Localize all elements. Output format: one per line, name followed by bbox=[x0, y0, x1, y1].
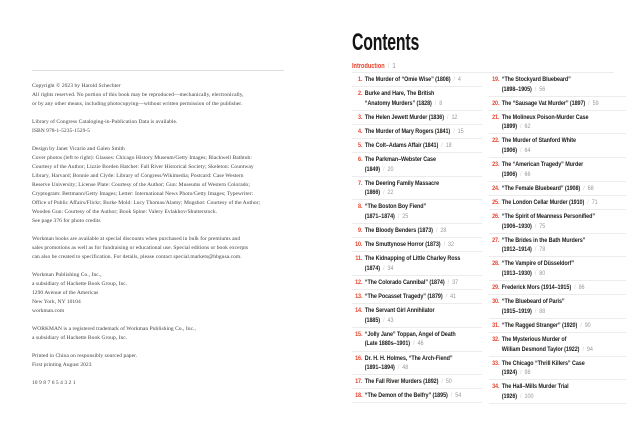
toc-entry bbox=[352, 252, 482, 276]
toc-entry-number: 32. bbox=[492, 335, 500, 343]
toc-column-left bbox=[352, 73, 482, 404]
toc-entry bbox=[489, 196, 626, 210]
copyright-line: can also be created to specification. For details, please contact special.markets@hbgusa.com. bbox=[32, 254, 242, 260]
toc-entry-page-number: 75 bbox=[539, 222, 546, 230]
toc-entry-page-number: 22 bbox=[387, 189, 394, 197]
toc-entry-slash: / bbox=[445, 113, 450, 121]
toc-entry bbox=[489, 295, 626, 319]
toc-entry-page-number: 28 bbox=[440, 227, 447, 235]
toc-entry-page-number: 20 bbox=[387, 165, 394, 173]
copyright-line: Printed in China on responsibly sourced paper. bbox=[32, 353, 138, 359]
toc-entry bbox=[352, 224, 482, 238]
toc-entry-slash: / bbox=[381, 165, 386, 173]
toc-entry-title: “The Ragged Stranger” (1920) / 90 bbox=[501, 321, 591, 329]
toc-entry-slash: / bbox=[578, 321, 584, 329]
toc-entry-page-number: 86 bbox=[578, 284, 585, 292]
divider-rule bbox=[32, 70, 284, 71]
toc-entry-page-number: 78 bbox=[539, 246, 546, 254]
toc-entry bbox=[489, 281, 626, 295]
toc-entry-title: The Hall–Mills Murder Trial (1926) / 100 bbox=[501, 383, 569, 400]
copyright-line: Copyright © 2023 by Harold Schechter bbox=[32, 83, 121, 89]
toc-entry-number: 15. bbox=[355, 330, 363, 338]
toc-entry-page-number: 25 bbox=[402, 213, 409, 221]
toc-entry-number: 3. bbox=[358, 113, 363, 121]
toc-entry-title: The Kidnapping of Little Charley Ross (1874) / 34 bbox=[364, 255, 461, 272]
toc-entry-title: “The Stockyard Bluebeard” (1898–1905) / 56 bbox=[501, 76, 571, 93]
toc-columns bbox=[352, 73, 614, 404]
toc-entry-slash: / bbox=[518, 123, 523, 131]
toc-entry-title: Frederick Mors (1914–1915) / 86 bbox=[501, 284, 585, 292]
toc-entry-page-number: 18 bbox=[445, 141, 452, 149]
toc-entry-title: The Murder of “Omie Wise” (1808) / 4 bbox=[364, 76, 461, 83]
copyright-line: Workman books are available at special discounts when purchased in bulk for premiums and bbox=[32, 236, 241, 242]
copyright-line: New York, NY 10104 bbox=[32, 299, 81, 305]
copyright-line: Library of Congress Cataloging-in-Publication Data is available. bbox=[32, 119, 178, 125]
toc-entry-number: 11. bbox=[355, 255, 363, 263]
copyright-line bbox=[32, 136, 284, 145]
copyright-line bbox=[32, 226, 284, 235]
toc-entry-slash: / bbox=[434, 227, 439, 235]
toc-entry-slash: / bbox=[411, 340, 416, 348]
toc-entry-page-number: 37 bbox=[452, 279, 458, 286]
toc-entry-number: 25. bbox=[492, 198, 500, 206]
toc-entry-page-number: 80 bbox=[539, 270, 546, 277]
copyright-line: Courtesy of the Author; Lizzie Borden Hatchet: Fall River Historical Society; Skeleton: Countway bbox=[32, 164, 254, 170]
toc-entry-number: 5. bbox=[358, 141, 363, 149]
toc-entry-page-number: 34 bbox=[387, 264, 394, 272]
toc-entry bbox=[352, 200, 482, 224]
copyright-line: sales promotions as well as for fundraising or educational use. Special editions or book excerpts bbox=[32, 245, 249, 251]
toc-entry-page-number: 94 bbox=[586, 345, 593, 353]
toc-entry-number: 7. bbox=[358, 179, 363, 187]
toc-entry-slash: / bbox=[433, 99, 438, 107]
toc-entry-slash: / bbox=[442, 241, 447, 249]
toc-entry-slash: / bbox=[396, 364, 401, 372]
toc-entry bbox=[489, 380, 626, 404]
toc-entry bbox=[352, 177, 482, 201]
toc-entry-slash: / bbox=[533, 246, 538, 254]
toc-entry bbox=[489, 73, 626, 97]
toc-entry-title: The Smuttynose Horror (1873) / 32 bbox=[364, 241, 454, 249]
toc-entry-page-number: 8 bbox=[439, 99, 443, 107]
toc-entry-number: 10. bbox=[355, 241, 363, 249]
copyright-line bbox=[32, 343, 284, 352]
toc-entry-title: Dr. H. H. Holmes, “The Arch-Fiend” (1891–1894) / 48 bbox=[364, 354, 453, 372]
copyright-line: 1290 Avenue of the Americas bbox=[32, 290, 99, 296]
toc-entry-slash: / bbox=[439, 141, 445, 149]
copyright-line: Cryptogram: Bettmann/Getty Images; Letter: International News Photo/Getty Images; Typewriter: bbox=[32, 191, 254, 197]
toc-entry-slash: / bbox=[533, 222, 538, 230]
toc-entry bbox=[489, 357, 626, 381]
table-of-contents bbox=[352, 62, 614, 404]
toc-entry-number: 24. bbox=[492, 184, 500, 192]
toc-entry-number: 22. bbox=[492, 137, 500, 145]
toc-entry-page-number: 68 bbox=[587, 184, 594, 192]
toc-entry-number: 27. bbox=[492, 236, 500, 244]
toc-entry-title: Burke and Hare, The British “Anatomy Murders” (1828) / 8 bbox=[364, 90, 443, 107]
copyright-line: WORKMAN is a registered trademark of Workman Publishing Co., Inc., bbox=[32, 326, 196, 332]
copyright-line: Office of Public Affairs/Flickr; Burke Mold: Lucy Thomas/Alamy; Mugshot: Courtesy of the Author; bbox=[32, 200, 261, 206]
copyright-line: Library, Harvard; Bonnie and Clyde: Library of Congress/Wikimedia; Postcard: Case Western bbox=[32, 173, 244, 179]
toc-entry-number: 18. bbox=[355, 392, 363, 400]
copyright-line bbox=[32, 262, 284, 271]
copyright-line: 10 9 8 7 6 5 4 3 2 1 bbox=[32, 380, 76, 386]
toc-entry bbox=[489, 210, 626, 234]
toc-entry bbox=[352, 304, 482, 328]
toc-entry-slash: / bbox=[452, 76, 457, 83]
copyright-line: workman.com bbox=[32, 308, 65, 314]
toc-entry-page-number: 43 bbox=[387, 316, 394, 324]
toc-entry-slash: / bbox=[533, 270, 538, 277]
toc-entry-slash: / bbox=[381, 189, 386, 197]
toc-entry bbox=[489, 319, 626, 333]
toc-entry-slash: / bbox=[533, 307, 538, 315]
copyright-text-block bbox=[32, 82, 284, 388]
toc-entry-page-number: 41 bbox=[450, 293, 456, 301]
toc-entry-number: 21. bbox=[492, 113, 500, 121]
toc-entry-page-number: 56 bbox=[539, 85, 546, 93]
toc-entry-title: “The Vampire of Düsseldorf” (1913–1930) / 80 bbox=[501, 260, 574, 277]
toc-entry bbox=[489, 134, 626, 158]
toc-entry bbox=[352, 111, 482, 125]
toc-entry bbox=[352, 276, 482, 290]
toc-entry bbox=[489, 111, 626, 135]
toc-entry-slash: / bbox=[581, 345, 586, 353]
toc-entry bbox=[489, 333, 626, 357]
toc-entry-page-number: 46 bbox=[417, 340, 424, 348]
toc-entry-title: The “American Tragedy” Murder (1906) / 66 bbox=[501, 161, 584, 178]
toc-entry-number: 2. bbox=[358, 90, 363, 98]
toc-entry-slash: / bbox=[518, 369, 523, 377]
toc-entry bbox=[352, 139, 482, 153]
toc-entry-title: “The Demon of the Belfry” (1895) / 54 bbox=[364, 392, 462, 400]
toc-entry bbox=[352, 125, 482, 139]
toc-entry bbox=[352, 87, 482, 111]
toc-entry-title: “The Boston Boy Fiend” (1871–1874) / 25 bbox=[364, 203, 427, 221]
toc-entry-page-number: 50 bbox=[445, 378, 452, 386]
toc-entry-slash: / bbox=[439, 378, 445, 386]
toc-entry bbox=[352, 375, 482, 389]
toc-entry-slash: / bbox=[533, 85, 538, 93]
toc-entry-title: The Mysterious Murder of William Desmond Taylor (1922) / 94 bbox=[501, 335, 593, 353]
toc-entry bbox=[489, 234, 626, 258]
toc-entry-slash: / bbox=[581, 184, 587, 192]
toc-entry-number: 13. bbox=[355, 293, 363, 301]
toc-entry-title: “The Female Bluebeard” (1908) / 68 bbox=[501, 184, 594, 192]
copyright-line: See page 376 for photo credits bbox=[32, 218, 101, 224]
toc-entry-page-number: 88 bbox=[539, 307, 546, 315]
toc-entry bbox=[489, 257, 626, 281]
toc-entry bbox=[352, 328, 482, 352]
copyright-line: First printing August 2023 bbox=[32, 362, 92, 368]
toc-entry-number: 17. bbox=[355, 378, 363, 386]
toc-entry-page-number: 62 bbox=[524, 123, 531, 131]
toc-entry-title: The Murder of Stanford White (1906) / 64 bbox=[501, 137, 576, 155]
toc-entry-page-number: 66 bbox=[524, 170, 531, 178]
toc-entry-page-number: 4 bbox=[457, 76, 461, 83]
copyright-line: All rights reserved. No portion of this book may be reproduced—mechanically, electronically, bbox=[32, 92, 244, 98]
toc-entry-title: The Bloody Benders (1873) / 28 bbox=[364, 227, 447, 235]
toc-entry-title: “The Colorado Cannibal” (1874) / 37 bbox=[364, 279, 458, 286]
introduction-page-number: 1 bbox=[392, 63, 396, 70]
copyright-line: Cover photos (left to right): Glasses: Chicago History Museum/Getty Images; Blackwell Bathtub: bbox=[32, 155, 252, 161]
copyright-line bbox=[32, 370, 284, 379]
toc-entry-page-number: 71 bbox=[591, 198, 598, 206]
toc-entry-slash: / bbox=[585, 198, 591, 206]
toc-entry-slash: / bbox=[449, 392, 454, 400]
toc-entry-title: The Murder of Mary Rogers (1841) / 15 bbox=[364, 127, 464, 135]
toc-entry-title: The Parkman–Webster Case (1849) / 20 bbox=[364, 156, 436, 173]
toc-entry-number: 29. bbox=[492, 284, 500, 292]
toc-entry-number: 16. bbox=[355, 354, 363, 362]
toc-entry bbox=[489, 158, 626, 182]
toc-entry-number: 33. bbox=[492, 359, 500, 367]
copyright-page bbox=[32, 70, 284, 388]
toc-entry bbox=[352, 73, 482, 87]
toc-entry-slash: / bbox=[586, 99, 592, 107]
toc-entry-title: “The Pocasset Tragedy” (1879) / 41 bbox=[364, 293, 456, 301]
toc-entry-number: 9. bbox=[358, 227, 363, 235]
toc-entry bbox=[352, 153, 482, 177]
copyright-line bbox=[32, 109, 284, 118]
copyright-line: Reserve University; License Plate: Courtesy of the Author; Gun: Museums of Western Colorado; bbox=[32, 182, 250, 188]
toc-entry-title: The Servant Girl Annihilator (1885) / 43 bbox=[364, 307, 435, 324]
toc-entry-number: 8. bbox=[358, 203, 363, 211]
toc-entry-slash: / bbox=[446, 279, 451, 286]
toc-entry-slash: / bbox=[518, 147, 523, 155]
toc-entry-title: The Colt–Adams Affair (1841) / 18 bbox=[364, 141, 452, 149]
toc-entry bbox=[352, 389, 482, 403]
toc-introduction-row bbox=[352, 62, 614, 73]
toc-entry-title: The “Sausage Vat Murder” (1897) / 59 bbox=[501, 99, 599, 107]
toc-entry-number: 26. bbox=[492, 213, 500, 221]
toc-entry-number: 6. bbox=[358, 156, 363, 164]
toc-entry bbox=[352, 238, 482, 252]
toc-entry-slash: / bbox=[518, 392, 523, 400]
toc-entry-title: “The Brides in the Bath Murders” (1912–1914) / 78 bbox=[501, 236, 586, 254]
toc-entry-slash: / bbox=[396, 213, 401, 221]
toc-entry-page-number: 100 bbox=[524, 392, 534, 400]
toc-entry-slash: / bbox=[381, 316, 386, 324]
introduction-label: Introduction bbox=[352, 63, 385, 70]
toc-entry-slash: / bbox=[572, 284, 577, 292]
toc-entry-page-number: 15 bbox=[457, 127, 464, 135]
toc-entry-page-number: 54 bbox=[455, 392, 462, 400]
toc-entry-page-number: 48 bbox=[402, 364, 409, 372]
copyright-line bbox=[32, 316, 284, 325]
toc-entry-slash: / bbox=[518, 170, 523, 178]
toc-entry bbox=[489, 97, 626, 111]
toc-entry-number: 34. bbox=[492, 383, 500, 391]
copyright-line: Workman Publishing Co., Inc., bbox=[32, 272, 102, 278]
toc-entry-title: “The Spirit of Meanness Personified” (1906–1930) / 75 bbox=[501, 213, 596, 230]
toc-entry bbox=[489, 182, 626, 196]
toc-entry-number: 4. bbox=[358, 127, 363, 135]
toc-entry-page-number: 64 bbox=[524, 147, 531, 155]
toc-entry-slash: / bbox=[444, 293, 449, 301]
copyright-line: or by any other means, including photocopying—without written permission of the publisher. bbox=[32, 101, 243, 107]
introduction-slash: / bbox=[387, 63, 390, 70]
toc-entry-title: The Fall River Murders (1892) / 50 bbox=[364, 378, 452, 386]
toc-entry-title: The London Cellar Murder (1910) / 71 bbox=[501, 198, 598, 206]
toc-entry-number: 23. bbox=[492, 161, 500, 169]
toc-entry bbox=[352, 352, 482, 376]
copyright-line: a subsidiary of Hachette Book Group, Inc. bbox=[32, 281, 128, 287]
toc-column-right bbox=[482, 73, 626, 404]
toc-entry-title: The Chicago “Thrill Killers” Case (1924) / 98 bbox=[501, 359, 585, 377]
toc-entry-number: 20. bbox=[492, 99, 500, 107]
copyright-line: Design by Janet Vicario and Galen Smith bbox=[32, 146, 125, 152]
toc-entry-page-number: 32 bbox=[448, 241, 454, 249]
toc-entry-page-number: 59 bbox=[592, 99, 599, 107]
toc-entry-number: 31. bbox=[492, 321, 500, 329]
contents-page-title: Contents bbox=[352, 29, 420, 56]
toc-entry-number: 19. bbox=[492, 76, 500, 83]
copyright-line: Wooden Gun: Courtesy of the Author; Book Spine: Valery Evlakhov/Shutterstock. bbox=[32, 209, 218, 215]
toc-entry-number: 28. bbox=[492, 260, 500, 268]
toc-entry-slash: / bbox=[381, 264, 386, 272]
toc-entry-number: 14. bbox=[355, 307, 363, 315]
copyright-line: ISBN 978-1-5235-1529-5 bbox=[32, 128, 91, 134]
toc-entry bbox=[352, 290, 482, 304]
toc-entry-page-number: 90 bbox=[584, 321, 591, 329]
toc-entry-number: 1. bbox=[358, 76, 363, 83]
copyright-line: a subsidiary of Hachette Book Group, Inc. bbox=[32, 335, 128, 341]
toc-entry-title: The Deering Family Massacre (1866) / 22 bbox=[364, 179, 440, 197]
toc-entry-page-number: 98 bbox=[524, 369, 531, 377]
toc-entry-title: The Helen Jewett Murder (1836) / 12 bbox=[364, 113, 458, 121]
toc-entry-title: “Jolly Jane” Toppan, Angel of Death (Late 1880s–1901) / 46 bbox=[364, 330, 456, 348]
toc-entry-number: 12. bbox=[355, 279, 363, 286]
toc-entry-slash: / bbox=[451, 127, 457, 135]
toc-entry-title: The Molineux Poison-Murder Case (1899) / 62 bbox=[501, 113, 589, 131]
toc-entry-number: 30. bbox=[492, 298, 500, 306]
toc-entry-page-number: 12 bbox=[451, 113, 458, 121]
toc-entry-title: “The Bluebeard of Paris” (1915–1919) / 88 bbox=[501, 298, 565, 315]
